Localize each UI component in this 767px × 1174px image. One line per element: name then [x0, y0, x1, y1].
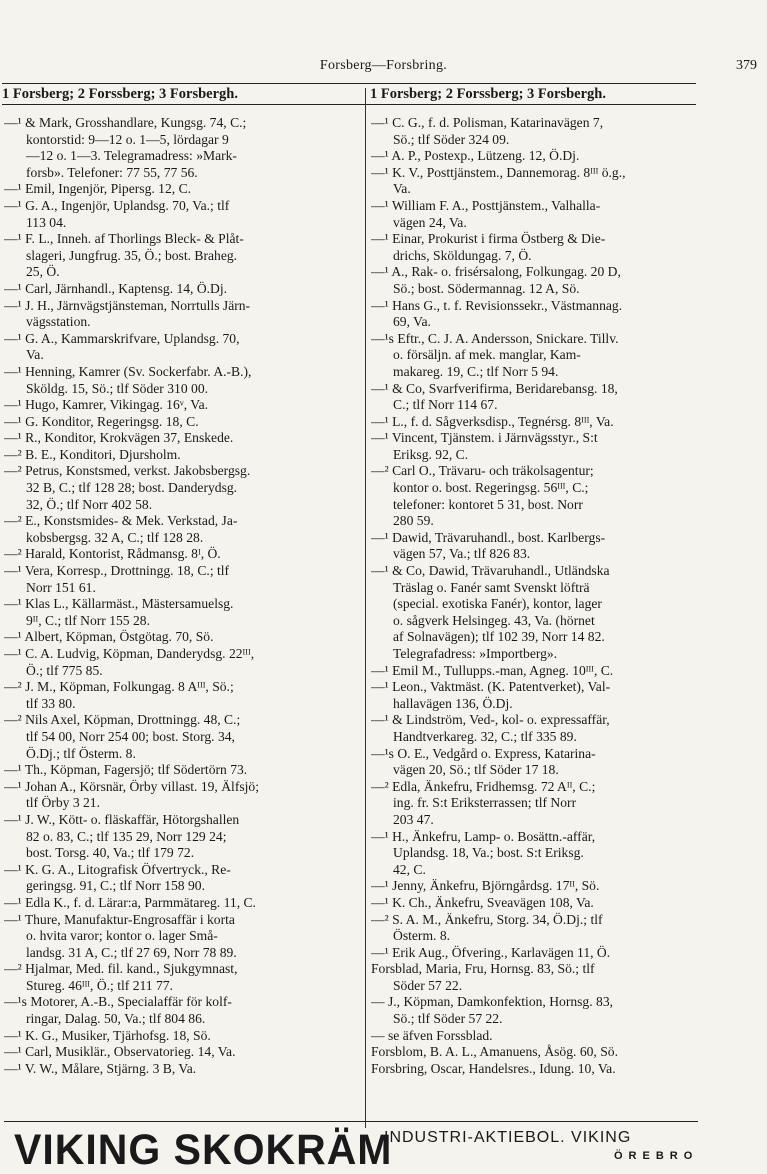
- entry-continuation: slageri, Jungfrug. 35, Ö.; bost. Braheg.: [26, 247, 238, 263]
- directory-entry: —¹ Albert, Köpman, Östgötag. 70, Sö.: [4, 629, 214, 645]
- directory-entry: —¹ A. P., Postexp., Lützeng. 12, Ö.Dj.: [371, 148, 580, 164]
- entry-continuation: kobsbergsg. 32 A, C.; tlf 128 28.: [26, 529, 204, 545]
- entry-continuation: Ö.; tlf 775 85.: [26, 662, 103, 678]
- directory-entry: —² Harald, Kontorist, Rådmansg. 8ᴵ, Ö.: [4, 546, 221, 562]
- directory-entry: —¹ Johan A., Körsnär, Örby villast. 19, Älfsjö;: [4, 778, 259, 794]
- entry-continuation: kontorstid: 9—12 o. 1—5, lördagar 9: [26, 131, 229, 147]
- entry-continuation: Sö.; tlf Söder 57 22.: [393, 1011, 503, 1027]
- directory-entry: —¹ C. G., f. d. Polisman, Katarinavägen 7,: [371, 115, 604, 130]
- column-divider: [365, 88, 366, 1128]
- entry-continuation: vägen 24, Va.: [393, 214, 467, 230]
- directory-entry: —² S. A. M., Änkefru, Storg. 34, Ö.Dj.; tlf: [371, 911, 603, 927]
- top-rule: [2, 83, 696, 84]
- entry-continuation: ing. fr. S:t Eriksterrassen; tlf Norr: [393, 795, 577, 811]
- entry-continuation: —12 o. 1—3. Telegramadress: »Mark-: [26, 148, 237, 164]
- entry-continuation: o. hvita varor; kontor o. lager Små-: [26, 928, 218, 944]
- directory-entry: —¹ Emil, Ingenjör, Pipersg. 12, C.: [4, 181, 192, 197]
- entry-continuation: Uplandsg. 18, Va.; bost. S:t Eriksg.: [393, 845, 584, 861]
- entry-continuation: drichs, Sköldungag. 7, Ö.: [393, 247, 532, 263]
- directory-entry: — J., Köpman, Damkonfektion, Hornsg. 83,: [371, 994, 614, 1010]
- directory-entry: —² Nils Axel, Köpman, Drottningg. 48, C.;: [4, 712, 241, 728]
- entry-continuation: 32 B, C.; tlf 128 28; bost. Danderydsg.: [26, 480, 238, 496]
- entry-continuation: makareg. 19, C.; tlf Norr 5 94.: [393, 363, 559, 379]
- directory-entry: —¹ J. H., Järnvägstjänsteman, Norrtulls Järn-: [4, 297, 251, 313]
- entry-continuation: vägsstation.: [26, 314, 91, 330]
- directory-entry: —¹ J. W., Kött- o. fläskaffär, Hötorgshallen: [4, 811, 240, 827]
- entry-continuation: Va.: [26, 347, 44, 363]
- entry-continuation: Eriksg. 92, C.: [393, 446, 469, 462]
- entry-continuation: 203 47.: [393, 811, 434, 827]
- directory-entry: —² B. E., Konditori, Djursholm.: [4, 446, 181, 462]
- directory-entry: —¹ & Mark, Grosshandlare, Kungsg. 74, C.;: [4, 115, 247, 130]
- page-number: 379: [736, 58, 757, 73]
- entry-continuation: bost. Torsg. 40, Va.; tlf 179 72.: [26, 845, 195, 861]
- entry-continuation: ringar, Dalag. 50, Va.; tlf 804 86.: [26, 1011, 206, 1027]
- directory-entry: —¹ Erik Aug., Öfvering., Karlavägen 11, Ö.: [371, 944, 611, 960]
- entry-continuation: hallavägen 136, Ö.Dj.: [393, 695, 513, 711]
- running-head: [0, 58, 767, 78]
- directory-entry: —¹ & Lindström, Ved-, kol- o. expressaffär,: [371, 712, 610, 728]
- directory-entry: —¹ Hans G., t. f. Revisionssekr., Västmannag.: [371, 297, 623, 313]
- directory-entry: —¹ Th., Köpman, Fagersjö; tlf Södertörn 73.: [4, 762, 248, 778]
- entry-continuation: o. sågverk Helsingeg. 43, Va. (hörnet: [393, 612, 595, 628]
- right-column-head: 1 Forsberg; 2 Forssberg; 3 Forsbergh.: [370, 86, 606, 102]
- entry-continuation: 42, C.: [393, 861, 426, 877]
- directory-entry: —¹ H., Änkefru, Lamp- o. Bosättn.-affär,: [371, 828, 596, 844]
- directory-entry: —¹ Carl, Järnhandl., Kaptensg. 14, Ö.Dj.: [4, 280, 228, 296]
- directory-entry: — se äfven Forssblad.: [371, 1027, 493, 1043]
- directory-entry: —¹ Jenny, Änkefru, Björngårdsg. 17ᴵᴵ, Sö.: [371, 878, 600, 894]
- directory-entry: —¹ Klas L., Källarmäst., Mästersamuelsg.: [4, 596, 234, 612]
- entry-continuation: C.; tlf Norr 114 67.: [393, 397, 498, 413]
- entry-continuation: tlf 54 00, Norr 254 00; bost. Storg. 34,: [26, 728, 235, 744]
- directory-entry: —¹ Henning, Kamrer (Sv. Sockerfabr. A.-B.),: [4, 363, 252, 379]
- entry-continuation: o. försäljn. af mek. manglar, Kam-: [393, 347, 581, 363]
- directory-entry: —¹ & Co, Svarfverifirma, Beridarebansg. 18,: [371, 380, 618, 396]
- directory-entry: —¹ William F. A., Posttjänstem., Valhalla-: [371, 197, 601, 213]
- entry-continuation: 25, Ö.: [26, 264, 60, 280]
- directory-entry: —¹ Edla K., f. d. Lärar:a, Parmmätareg. 11, C.: [4, 894, 256, 910]
- directory-entry: —¹ R., Konditor, Krokvägen 37, Enskede.: [4, 430, 234, 446]
- directory-entry: —¹ G. A., Kammarskrifvare, Uplandsg. 70,: [4, 330, 240, 346]
- entry-continuation: Ö.Dj.; tlf Österm. 8.: [26, 745, 136, 761]
- head-rule: [2, 104, 696, 105]
- entry-continuation: af Solnavägen); tlf 102 39, Norr 14 82.: [393, 629, 605, 645]
- entry-continuation: Sköldg. 15, Sö.; tlf Söder 310 00.: [26, 380, 209, 396]
- directory-entry: Forsblom, B. A. L., Amanuens, Åsög. 60, Sö.: [371, 1044, 618, 1060]
- advertisement-company: INDUSTRI-AKTIEBOL. VIKING: [384, 1129, 632, 1146]
- entry-continuation: Söder 57 22.: [393, 977, 463, 993]
- directory-entry: Forsblad, Maria, Fru, Hornsg. 83, Sö.; tlf: [371, 961, 595, 977]
- entry-continuation: tlf 33 80.: [26, 695, 76, 711]
- entry-continuation: (special. exotiska Fanér), kontor, lager: [393, 596, 602, 612]
- directory-entry: —¹ K. G. A., Litografisk Öfvertryck., Re-: [4, 861, 231, 877]
- entry-continuation: landsg. 31 A, C.; tlf 27 69, Norr 78 89.: [26, 944, 237, 960]
- directory-entry: —¹ Dawid, Trävaruhandl., bost. Karlbergs-: [371, 529, 606, 545]
- left-column-head: 1 Forsberg; 2 Forssberg; 3 Forsbergh.: [2, 86, 238, 102]
- entry-continuation: geringsg. 91, C.; tlf Norr 158 90.: [26, 878, 205, 894]
- entry-continuation: Telegrafadress: »Importberg».: [393, 646, 558, 661]
- entry-continuation: 280 59.: [393, 513, 434, 529]
- footer-rule: [4, 1121, 698, 1122]
- entry-continuation: 82 o. 83, C.; tlf 135 29, Norr 129 24;: [26, 828, 227, 844]
- entry-continuation: Va.: [393, 181, 411, 197]
- advertisement-city: ÖREBRO: [614, 1150, 699, 1162]
- entry-continuation: 69, Va.: [393, 314, 431, 330]
- entry-continuation: Norr 151 61.: [26, 579, 96, 595]
- entry-continuation: Österm. 8.: [393, 928, 451, 944]
- directory-entry: —¹ K. Ch., Änkefru, Sveavägen 108, Va.: [371, 894, 594, 910]
- entry-continuation: telefoner: kontoret 5 31, bost. Norr: [393, 496, 583, 512]
- directory-entry: —¹ Leon., Vaktmäst. (K. Patentverket), Val-: [371, 679, 611, 695]
- entry-continuation: 113 04.: [26, 214, 67, 230]
- directory-entry: —¹s Motorer, A.-B., Specialaffär för kolf-: [4, 994, 232, 1010]
- entry-continuation: forsb». Telefoner: 77 55, 77 56.: [26, 164, 198, 180]
- directory-entry: —¹ Hugo, Kamrer, Vikingag. 16ᵛ, Va.: [4, 397, 209, 413]
- directory-entry: —¹ Einar, Prokurist i firma Östberg & Die-: [371, 231, 606, 247]
- directory-entry: —¹ Emil M., Tullupps.-man, Agneg. 10ᴵᴵᴵ, C.: [371, 662, 614, 678]
- entry-continuation: Träslag o. Fanér samt Svenskt löfträ: [393, 579, 590, 595]
- entry-continuation: vägen 20, Sö.; tlf Söder 17 18.: [393, 762, 559, 778]
- entry-continuation: 32, Ö.; tlf Norr 402 58.: [26, 496, 153, 512]
- left-column: [4, 115, 359, 1077]
- entry-continuation: kontor o. bost. Regeringsg. 56ᴵᴵᴵ, C.;: [393, 480, 589, 496]
- running-title: Forsberg—Forsbring.: [319, 58, 448, 73]
- directory-entry: —² Hjalmar, Med. fil. kand., Sjukgymnast,: [4, 961, 238, 977]
- directory-entry: —¹ L., f. d. Sågverksdisp., Tegnérsg. 8ᴵᴵᴵ, Va.: [371, 413, 614, 429]
- directory-entry: —² Edla, Änkefru, Fridhemsg. 72 Aᴵᴵ, C.;: [371, 778, 596, 794]
- directory-entry: Forsbring, Oscar, Handelsres., Idung. 10, Va.: [371, 1060, 616, 1076]
- directory-entry: —¹ A., Rak- o. frisérsalong, Folkungag. 20 D,: [371, 264, 621, 280]
- entry-continuation: Stureg. 46ᴵᴵᴵ, Ö.; tlf 211 77.: [26, 977, 173, 993]
- directory-entry: —² E., Konstsmides- & Mek. Verkstad, Ja-: [4, 513, 238, 529]
- directory-entry: —¹ K. G., Musiker, Tjärhofsg. 18, Sö.: [4, 1027, 211, 1043]
- advertisement-brand: VIKING SKOKRÄM: [14, 1125, 393, 1174]
- directory-entry: —¹ G. A., Ingenjör, Uplandsg. 70, Va.; tlf: [4, 197, 230, 213]
- entry-continuation: 9ᴵᴵ, C.; tlf Norr 155 28.: [26, 612, 150, 628]
- directory-entry: —¹ V. W., Målare, Stjärng. 3 B, Va.: [4, 1060, 197, 1076]
- entry-continuation: vägen 57, Va.; tlf 826 83.: [393, 546, 531, 562]
- directory-entry: —¹ Vincent, Tjänstem. i Järnvägsstyr., S:t: [371, 430, 598, 446]
- directory-entry: —¹ & Co, Dawid, Trävaruhandl., Utländska: [371, 563, 610, 579]
- directory-entry: —² J. M., Köpman, Folkungag. 8 Aᴵᴵᴵ, Sö.;: [4, 679, 234, 695]
- directory-entry: —¹ Thure, Manufaktur-Engrosaffär i korta: [4, 911, 235, 927]
- directory-entry: —² Petrus, Konstsmed, verkst. Jakobsbergsg.: [4, 463, 251, 479]
- directory-entry: —¹ G. Konditor, Regeringsg. 18, C.: [4, 413, 199, 429]
- directory-entry: —¹ K. V., Posttjänstem., Dannemorag. 8ᴵᴵᴵ ö.g.,: [371, 164, 626, 180]
- directory-entry: —¹s O. E., Vedgård o. Express, Katarina-: [371, 745, 596, 761]
- directory-entry: —¹ Vera, Korresp., Drottningg. 18, C.; tlf: [4, 563, 230, 579]
- directory-entry: —¹ F. L., Inneh. af Thorlings Bleck- & Plåt-: [4, 231, 244, 247]
- directory-entry: —¹ C. A. Ludvig, Köpman, Danderydsg. 22ᴵᴵᴵ,: [4, 646, 255, 661]
- directory-entry: —² Carl O., Trävaru- och träkolsagentur;: [371, 463, 594, 479]
- entry-continuation: Sö.; bost. Södermannag. 12 A, Sö.: [393, 280, 580, 296]
- entry-continuation: Sö.; tlf Söder 324 09.: [393, 131, 510, 147]
- directory-entry: —¹s Eftr., C. J. A. Andersson, Snickare. Tillv.: [371, 330, 619, 346]
- entry-continuation: Handtverkareg. 32, C.; tlf 335 89.: [393, 728, 577, 744]
- directory-entry: —¹ Carl, Musiklär., Observatorieg. 14, Va.: [4, 1044, 236, 1060]
- right-column: [371, 115, 701, 1077]
- entry-continuation: tlf Örby 3 21.: [26, 795, 101, 811]
